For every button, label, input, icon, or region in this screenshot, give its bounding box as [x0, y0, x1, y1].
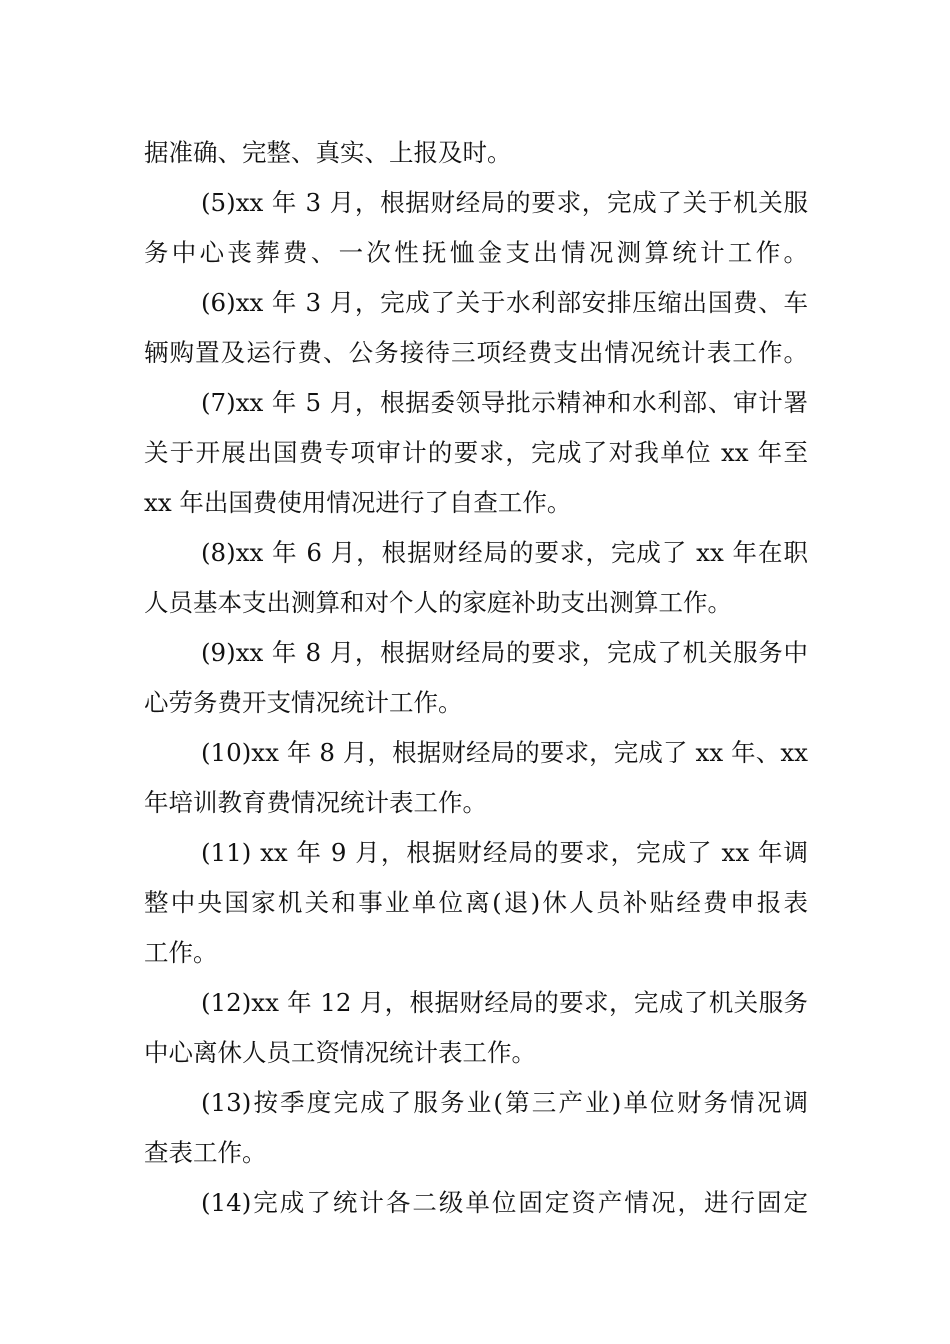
text-line: (12)xx 年 12 月，根据财经局的要求，完成了机关服务: [201, 988, 808, 1017]
text-line: (7)xx 年 5 月，根据委领导批示精神和水利部、审计署: [201, 388, 808, 417]
text-line: 人员基本支出测算和对个人的家庭补助支出测算工作。: [144, 588, 732, 617]
text-line: 整中央国家机关和事业单位离(退)休人员补贴经费申报表: [144, 888, 808, 917]
text-line: (8)xx 年 6 月，根据财经局的要求，完成了 xx 年在职: [201, 538, 808, 567]
text-line: (14)完成了统计各二级单位固定资产情况，进行固定: [201, 1188, 808, 1217]
text-line: (9)xx 年 8 月，根据财经局的要求，完成了机关服务中: [201, 638, 808, 667]
text-line: 工作。: [144, 938, 218, 967]
text-line: xx 年出国费使用情况进行了自查工作。: [144, 488, 572, 517]
text-line: 据准确、完整、真实、上报及时。: [144, 138, 512, 167]
text-line: (11) xx 年 9 月，根据财经局的要求，完成了 xx 年调: [201, 838, 808, 867]
text-line: (13)按季度完成了服务业(第三产业)单位财务情况调: [201, 1088, 808, 1117]
text-line: 查表工作。: [144, 1138, 267, 1167]
text-line: (5)xx 年 3 月，根据财经局的要求，完成了关于机关服: [201, 188, 808, 217]
text-line: 心劳务费开支情况统计工作。: [144, 688, 463, 717]
text-line: 辆购置及运行费、公务接待三项经费支出情况统计表工作。: [144, 338, 808, 367]
text-line: (10)xx 年 8 月，根据财经局的要求，完成了 xx 年、xx: [201, 738, 808, 767]
text-line: 中心离休人员工资情况统计表工作。: [144, 1038, 536, 1067]
text-line: (6)xx 年 3 月，完成了关于水利部安排压缩出国费、车: [201, 288, 808, 317]
text-line: 务中心丧葬费、一次性抚恤金支出情况测算统计工作。: [144, 238, 808, 267]
text-line: 关于开展出国费专项审计的要求，完成了对我单位 xx 年至: [144, 438, 808, 467]
document-body: [144, 128, 808, 1228]
text-line: 年培训教育费情况统计表工作。: [144, 788, 487, 817]
